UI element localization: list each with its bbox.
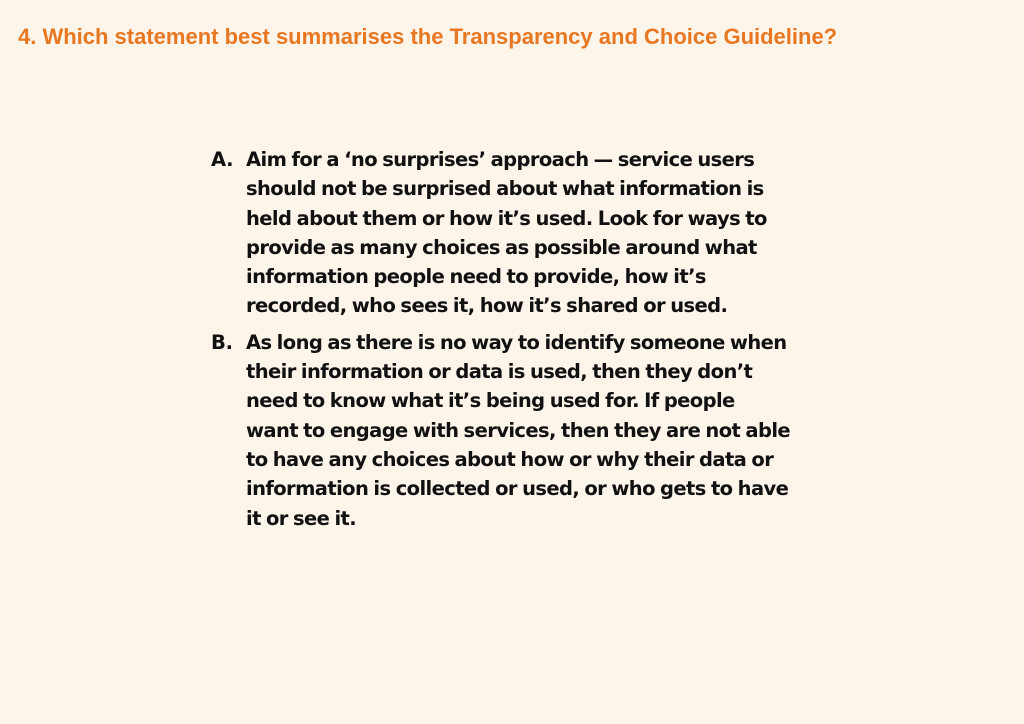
option-a-text	[246, 145, 821, 321]
answer-option-a	[211, 145, 821, 321]
answer-option-b	[211, 328, 821, 533]
option-a-line: held about them or how it’s used. Look for ways to	[246, 206, 767, 230]
option-b-line: their information or data is used, then they don’t	[246, 360, 753, 384]
option-b-line: want to engage with services, then they are not able	[246, 418, 791, 442]
option-b-line: need to know what it’s being used for. If people	[246, 389, 735, 413]
option-b-line: As long as there is no way to identify someone when	[246, 330, 787, 354]
option-a-line: information people need to provide, how it’s	[246, 265, 706, 289]
option-b-line: information is collected or used, or who gets to have	[246, 477, 789, 501]
option-b-line: to have any choices about how or why their data or	[246, 447, 774, 471]
question-title: 4. Which statement best summarises the Transparency and Choice Guideline?	[18, 24, 838, 49]
option-b-line: it or see it.	[246, 506, 357, 530]
option-a-letter: A.	[211, 148, 234, 171]
answer-options-list	[211, 145, 821, 540]
option-b-letter: B.	[211, 330, 233, 354]
option-a-line: recorded, who sees it, how it’s shared or used.	[246, 294, 728, 318]
option-b-text	[246, 328, 821, 533]
option-a-line: Aim for a ‘no surprises’ approach — service users	[246, 148, 755, 171]
option-a-line: provide as many choices as possible around what	[246, 235, 757, 259]
option-a-line: should not be surprised about what information is	[246, 177, 764, 201]
